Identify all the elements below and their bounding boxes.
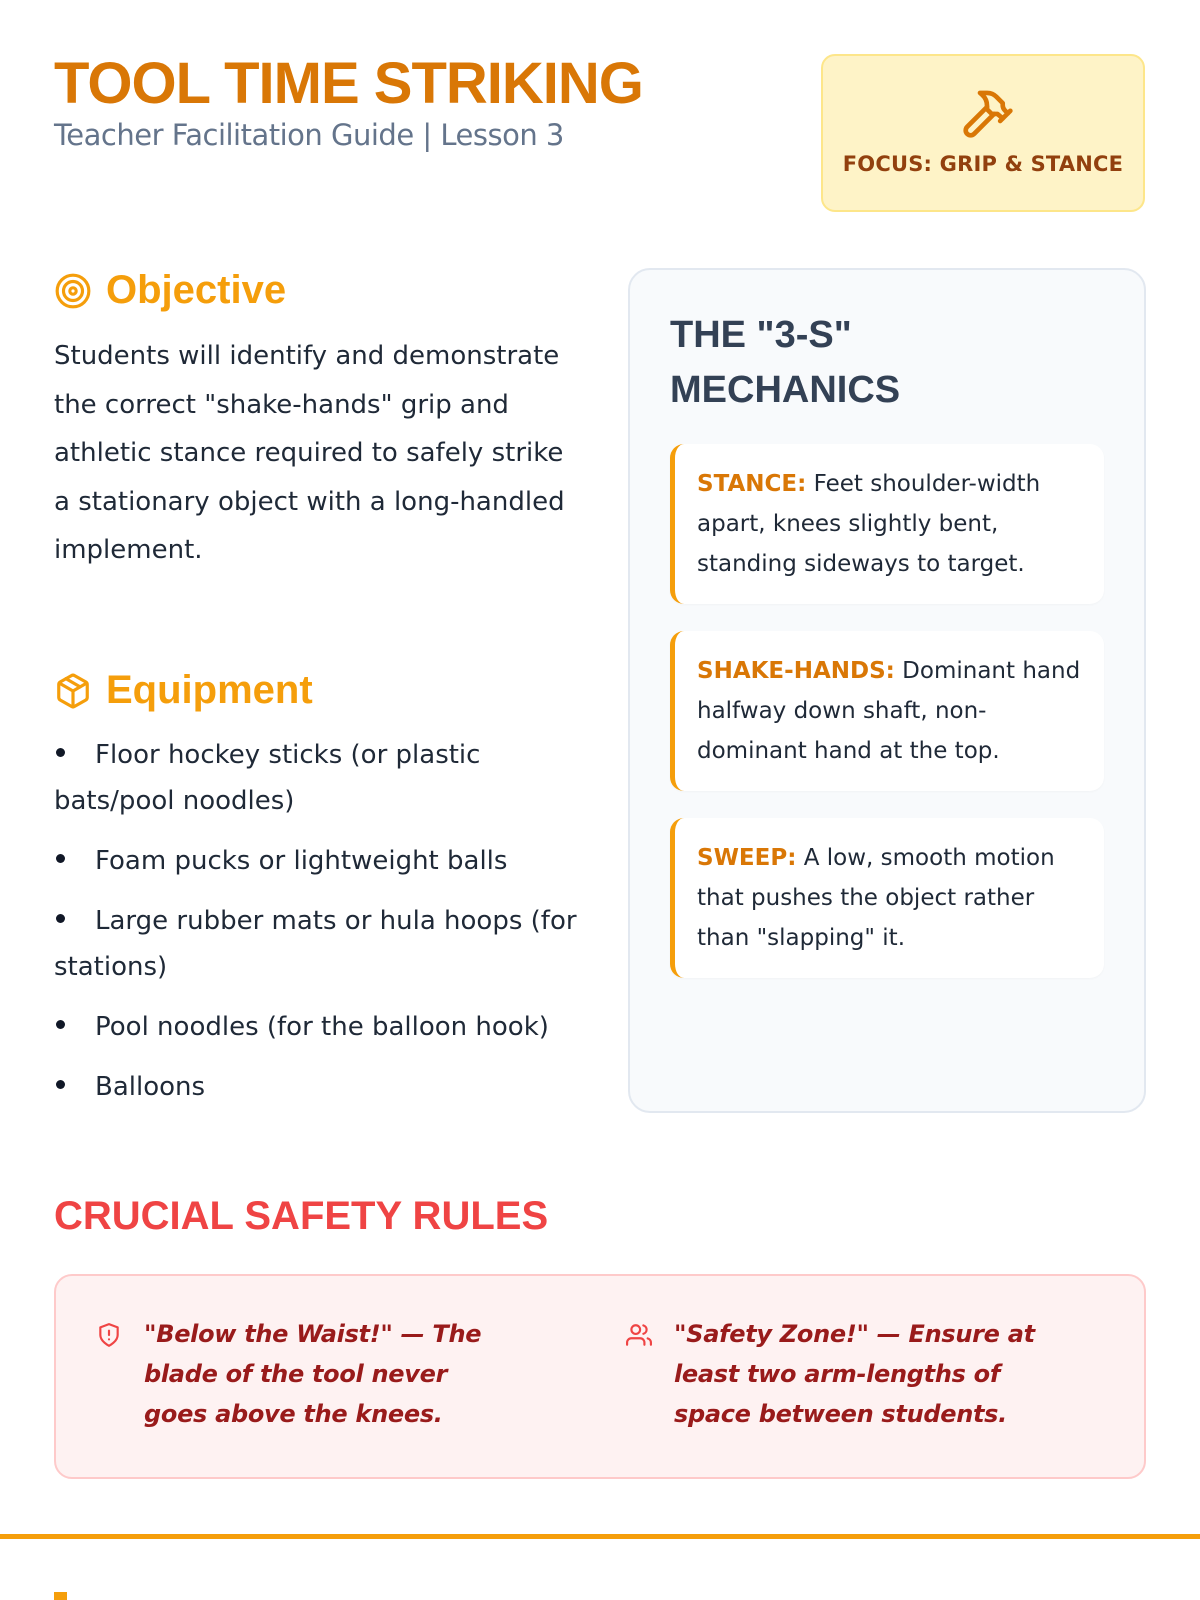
mechanics-panel: [628, 268, 1146, 1113]
card-text: Dominant hand halfway down shaft, non-dominant hand at the top.: [697, 658, 1081, 764]
list-item-text: Balloons: [95, 1072, 206, 1102]
mechanics-card-stance: [670, 444, 1104, 604]
bullet: [56, 1080, 65, 1089]
package-icon: [54, 672, 92, 710]
focus-label: FOCUS: GRIP & STANCE: [842, 152, 1124, 176]
objective-text: Students will identify and demonstrate the correct "shake-hands" grip and athletic stance required to safely strike a stationary object with a long-handled implement.: [54, 341, 565, 565]
equipment-list: [54, 732, 594, 1124]
safety-rule: [96, 1314, 516, 1434]
list-item: [54, 1064, 594, 1110]
shield-alert-icon: [96, 1322, 122, 1348]
safety-title: CRUCIAL SAFETY RULES: [54, 1194, 549, 1238]
mechanics-card-sweep: [670, 818, 1104, 978]
list-item-text: Pool noodles (for the balloon hook): [95, 1012, 549, 1042]
page-header: [54, 52, 643, 152]
bullet: [56, 748, 65, 757]
mechanics-card-shake-hands: [670, 631, 1104, 791]
page-title: TOOL TIME STRIKING: [54, 51, 643, 116]
objective-heading: [54, 268, 286, 313]
users-icon: [626, 1322, 652, 1348]
safety-rule-text: "Below the Waist!" — The blade of the tool never goes above the knees.: [144, 1320, 482, 1428]
target-icon: [54, 272, 92, 310]
safety-rule-text: "Safety Zone!" — Ensure at least two arm-lengths of space between students.: [674, 1320, 1035, 1428]
objective-heading-label: Objective: [106, 268, 287, 312]
bullet: [56, 914, 65, 923]
card-term: STANCE:: [697, 471, 807, 497]
card-text: A low, smooth motion that pushes the object rather than "slapping" it.: [697, 845, 1055, 951]
hammer-icon: [959, 86, 1015, 142]
bullet: [56, 854, 65, 863]
card-term: SHAKE-HANDS:: [697, 658, 895, 684]
page-subtitle: Teacher Facilitation Guide | Lesson 3: [54, 118, 564, 152]
list-item: [54, 1004, 594, 1050]
focus-badge: [821, 54, 1145, 212]
bullet: [56, 1020, 65, 1029]
list-item-text: Foam pucks or lightweight balls: [95, 846, 508, 876]
equipment-heading: [54, 668, 313, 713]
list-item-text: Large rubber mats or hula hoops (for stations): [54, 906, 577, 982]
safety-rule: [626, 1314, 1046, 1434]
list-item: [54, 838, 594, 884]
list-item: [54, 898, 594, 990]
mechanics-title: THE "3-S" MECHANICS: [670, 314, 901, 411]
safety-rules-box: [54, 1274, 1146, 1479]
footer-divider: [0, 1534, 1200, 1539]
footer-accent-mark: [54, 1592, 67, 1600]
card-term: SWEEP:: [697, 845, 797, 871]
list-item-text: Floor hockey sticks (or plastic bats/pool noodles): [54, 740, 481, 816]
card-text: Feet shoulder-width apart, knees slightly bent, standing sideways to target.: [697, 471, 1041, 577]
equipment-heading-label: Equipment: [106, 668, 313, 712]
list-item: [54, 732, 594, 824]
